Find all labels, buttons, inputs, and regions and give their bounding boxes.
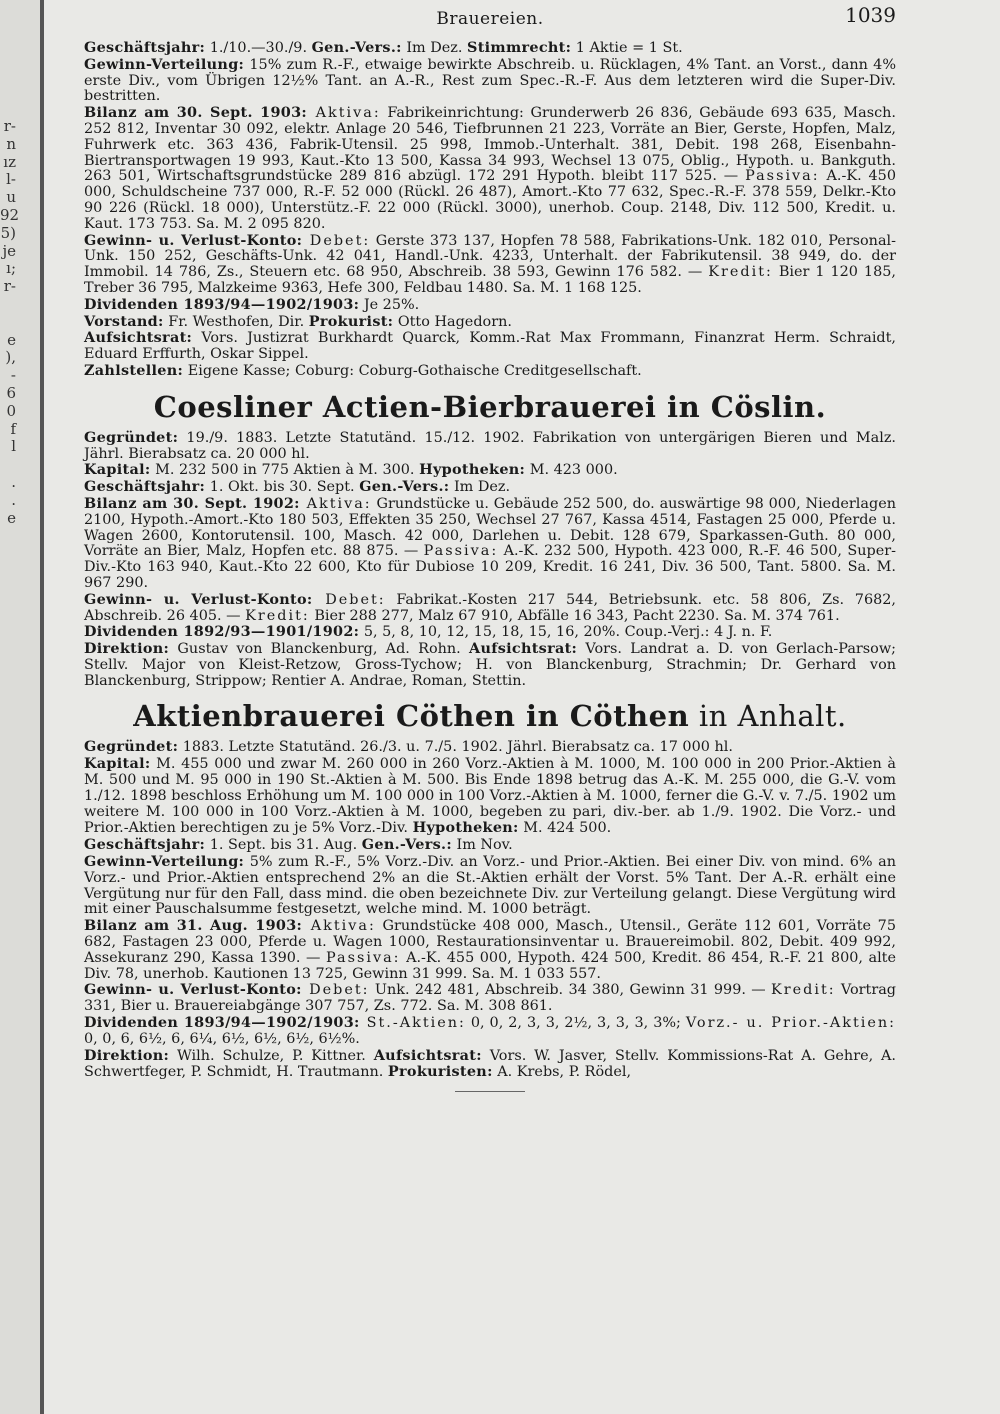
label: Bilanz am 31. Aug. 1903: [84,917,303,935]
margin-fragment: n [6,134,16,153]
running-title: Brauereien. [436,9,544,29]
paragraph-direktion [84,1048,896,1082]
margin-fragment: u [6,188,16,207]
label: Gen.-Vers.: [311,39,402,56]
label: Kapital: [84,755,151,773]
spaced-label: Kredit: [245,607,310,624]
label: Aufsichtsrat: [373,1046,482,1064]
label: Gewinn- u. Verlust-Konto: [84,981,302,999]
margin-fragment: r- [3,277,16,296]
spaced-label: Passiva: [745,168,820,185]
label: Geschäftsjahr: [84,478,206,496]
margin-fragment: e [7,330,16,349]
label: Hypotheken: [412,819,519,837]
spaced-label: Kredit: [771,982,836,999]
margin-fragment: . [11,472,16,491]
label: Hypotheken: [419,461,526,479]
spaced-label: Debet: [312,591,386,608]
label: Prokuristen: [387,1063,493,1081]
text: Grundstücke 408 000, Masch., Utensil., Geräte 112 601, Vorräte 75 682, Fastagen 23 000, Pferde u. Wagen 1000, Restaurationsinventar u. Brauereimobil. 802, Debit. 409 992, Assekuranz 290, Kassa 1390. — [84,918,896,966]
label: Bilanz am 30. Sept. 1902: [84,494,300,512]
company-title-text: Coesliner Actien-Bierbrauerei in Cöslin. [153,389,827,424]
label: Vorstand: [84,312,164,330]
text: 19./9. 1883. Letzte Statutänd. 15./12. 1902. Fabrikation von untergärigen Bieren und Malz. Jährl. Bierabsatz ca. 20 000 hl. [84,429,896,462]
previous-page-edge [0,0,44,1414]
label: Prokurist: [308,312,394,330]
margin-fragment: - [10,366,16,385]
spaced-label: Passiva: [325,949,401,966]
company-title [84,699,896,733]
spaced-label: Debet: [301,982,370,999]
spaced-label: Debet: [302,232,371,249]
text: Vors. Justizrat Burkhardt Quarck, Komm.-Rat Max Frommann, Finanzrat Herm. Schraidt, Eduard Erffurth, Oskar Sippel. [84,330,896,363]
text: Grundstücke u. Gebäude 252 500, do. auswärtige 98 000, Niederlagen 2100, Hypoth.-Amort.-Kto 180 503, Effekten 35 250, Wechsel 27 767, Kassa 4514, Fastagen 25 000, Pferde u. Wagen 2600, Kontorutensil. 100, Masch. 42 000, Darlehen u. Debit. 128 679, Sparkassen-Guth. 80 000, Vorräte an Bier, Malz, Hopfen etc. 88 875. — [84,495,896,560]
spaced-label: Passiva: [423,543,499,560]
label: Gewinn- u. Verlust-Konto: [84,590,313,608]
label: Geschäftsjahr: [84,836,206,854]
margin-fragment [0,296,16,314]
spaced-label: Aktiva: [299,495,372,512]
margin-fragment: ı; [6,259,16,278]
label: Kapital: [84,461,151,479]
text: Vors. Landrat a. D. von Gerlach-Parsow; Stellv. Major von Kleist-Retzow, Gross-Tychow; H. von Blanckenburg, Strachmin; Dr. Gerhard von Blanckenburg, Strippow; Rentier A. Andrae, Roman, Stettin. [84,641,896,689]
text: M. 423 000. [525,462,618,479]
text: 15% zum R.-F., etwaige bewirkte Abschreib. u. Rücklagen, 4% Tant. an Vorst., dann 4% erste Div., vom Übrigen 12½% Tant. an A.-R., Rest zum Spec.-R.-F. Aus dem letzteren wird die Super-Div. bestritten. [84,56,896,105]
spaced-label: St.-Aktien: [359,1015,466,1032]
text: A.-K. 455 000, Hypoth. 424 500, Kredit. 86 454, R.-F. 21 800, alte Div. 78, unerhob. Kautionen 13 725, Gewinn 31 999. Sa. M. 1 033 557. [84,949,896,982]
label: Gen.-Vers.: [361,836,452,854]
margin-fragment: . [11,490,16,509]
text: 0, 0, 6, 6½, 6, 6¼, 6½, 6½, 6½, 6½%. [84,1030,360,1047]
label: Gen.-Vers.: [359,478,450,496]
margin-fragment: 6 [6,383,16,402]
margin-fragment [0,456,16,474]
text: 1883. Letzte Statutänd. 26./3. u. 7./5. 1902. Jährl. Bierabsatz ca. 17 000 hl. [178,739,733,756]
spaced-label: Aktiva: [307,105,381,122]
text: M. 232 500 in 775 Aktien à M. 300. [150,462,420,479]
text: 1./10.—30./9. [205,40,312,56]
label: Dividenden 1893/94—1902/1903: [84,295,360,313]
margin-fragment: je [2,241,16,260]
paragraph-kapital [84,462,896,479]
paragraph-bilanz [84,918,896,982]
margin-fragment: 0 [6,401,16,420]
spaced-label: Aktiva: [302,918,376,935]
label: Aufsichtsrat: [469,640,578,658]
paragraph-gewinn-verlust [84,982,896,1015]
left-margin-fragments [0,117,20,527]
margin-fragment: ), [5,348,16,367]
label: Gegründet: [84,738,179,756]
paragraph-gewinn-verlust [84,592,896,625]
text: 1 Aktie = 1 St. [571,40,683,56]
margin-fragment [0,314,16,332]
margin-fragment: e [7,508,16,527]
text: A.-K. 232 500, Hypoth. 423 000, R.-F. 46 500, Super-Div.-Kto 163 940, Kaut.-Kto 22 600, Kto für Dubiose 10 209, Kredit. 16 241, Div. 36 500, Tant. 5800. Sa. M. 967 290. [84,543,896,591]
label: Bilanz am 30. Sept. 1903: [84,104,308,122]
entry-continued [84,40,896,380]
text: Je 25%. [359,296,420,313]
text: Gustav von Blanckenburg, Ad. Rohn. [169,641,470,658]
label: Geschäftsjahr: [84,39,206,56]
text: Fabrikat.-Kosten 217 544, Betriebsunk. etc. 58 806, Zs. 7682, Abschreib. 26 405. — [84,591,896,624]
paragraph-dividenden [84,1015,896,1048]
text: Fabrikeinrichtung: Grunderwerb 26 836, Gebäude 693 635, Masch. 252 812, Inventar 30 092, elektr. Anlage 20 546, Tiefbrunnen 21 223, Vorräte an Bier, Gerste, Hopfen, Malz, Fuhrwerk etc. 363 436, Fabrik-Utensil. 25 998, Immob.-Unterhalt. 381, Debit. 198 268, Eisenbahn-Biertransportwagen 19 993, Kaut.-Kto 13 500, Kassa 34 993, Wechsel 13 075, Oblig., Hypoth. u. Bankguth. 263 501, Wirtschaftsgrundstücke 289 816 abzügl. 172 291 Hypoth. bleibt 117 525. — [84,105,896,185]
company-title-suffix: in Anhalt. [689,699,847,734]
text: Bier 288 277, Malz 67 910, Abfälle 16 343, Pacht 2230. Sa. M. 374 761. [309,607,840,624]
paragraph-gegruendet [84,430,896,463]
paragraph-direktion [84,641,896,689]
label: Dividenden 1893/94—1902/1903: [84,1014,360,1032]
paragraph-aufsichtsrat [84,330,896,363]
text: A. Krebs, P. Rödel, [492,1064,632,1081]
label: Direktion: [84,640,170,658]
text: M. 424 500. [518,820,612,837]
text: Vortrag 331, Bier u. Brauereiabgänge 307 757, Zs. 772. Sa. M. 308 861. [84,982,896,1015]
label: Gewinn- u. Verlust-Konto: [84,231,303,249]
label: Zahlstellen: [84,361,184,379]
entry-coesliner [84,430,896,690]
text: 1. Okt. bis 30. Sept. [205,479,360,496]
page-number: 1039 [845,3,896,27]
label: Direktion: [84,1046,170,1064]
label: Dividenden 1892/93—1901/1902: [84,623,360,641]
paragraph-kapital [84,756,896,837]
text: Otto Hagedorn. [393,313,512,330]
text: Bier 1 120 185, Treber 36 795, Malzkeime 9363, Hefe 300, Feldbau 1480. Sa. M. 1 168 125. [84,264,896,296]
text: Eigene Kasse; Coburg: Coburg-Gothaische Creditgesellschaft. [183,362,642,379]
margin-fragment: 92 [0,205,20,224]
text: Gerste 373 137, Hopfen 78 588, Fabrikations-Unk. 182 010, Personal-Unk. 150 252, Geschäfts-Unk. 42 041, Handl.-Unk. 4233, Unterhalt. der Fabrikutensil. 38 949, do. der Immobil. 14 786, Zs., Steuern etc. 68 950, Abschreib. 38 593, Gewinn 176 582. — [84,232,896,281]
margin-fragment: l- [6,170,16,189]
text: 5, 5, 8, 10, 12, 15, 18, 15, 16, 20%. Coup.-Verj.: 4 J. n. F. [359,624,773,641]
text: Im Dez. [449,479,511,496]
company-title [84,390,896,424]
page-edge-line [40,0,44,1414]
text: Fr. Westhofen, Dir. [163,313,309,330]
text: Vors. W. Jasver, Stellv. Kommissions-Rat A. Gehre, A. Schwertfeger, P. Schmidt, H. Trautmann. [84,1047,896,1081]
spaced-label: Kredit: [708,264,773,281]
spaced-label: Vorz.- u. Prior.-Aktien: [685,1015,896,1032]
paragraph-geschaeftsjahr [84,837,896,854]
margin-fragment: ız [3,152,16,171]
text: 1. Sept. bis 31. Aug. [205,837,362,854]
text: 0, 0, 2, 3, 3, 2½, 3, 3, 3, 3%; [465,1015,686,1032]
label: Stimmrecht: [467,39,572,56]
label: Gewinn-Verteilung: [84,853,245,871]
entry-coethen [84,739,896,1081]
margin-fragment: f [10,419,16,438]
paragraph-dividenden [84,297,896,314]
label: Gewinn-Verteilung: [84,55,245,73]
margin-fragment: l [11,437,16,456]
text: M. 455 000 und zwar M. 260 000 in 260 Vorz.-Aktien à M. 1000, M. 100 000 in 200 Prior.-Aktien à M. 500 und M. 95 000 in 190 St.-Aktien à M. 500. Bis Ende 1898 betrug das A.-K. M. 255 000, die G.-V. vom 1./12. 1898 beschloss Erhöhung um M. 100 000 in 100 Vorz.-Aktien à M. 1000, ferner die G.-V. v. 7./5. 1902 um weitere M. 100 000 in 100 Vorz.-Aktien à M. 1000, begeben zu pari, div.-ber. ab 1./9. 1902. Die Vorz.- und Prior.-Aktien berechtigen zu je 5% Vorz.-Div. [84,756,896,837]
paragraph-zahlstellen [84,363,896,380]
paragraph-dividenden [84,624,896,641]
paragraph-gewinn-verlust [84,233,896,297]
text: Wilh. Schulze, P. Kittner. [169,1047,374,1064]
label: Gegründet: [84,428,179,446]
page [84,3,896,1092]
text: Im Dez. [401,40,468,56]
text: 5% zum R.-F., 5% Vorz.-Div. an Vorz.- und Prior.-Aktien. Bei einer Div. von mind. 6% an Vorz.- und Prior.-Aktien entsprechend 2% an die St.-Aktien erhält der Vorst. 5% Tant. Der A.-R. erhält eine Vergütung nur für den Fall, dass mind. die oben bezeichnete Div. zur Verteilung gelangt. Diese Vergütung wird mit einer Pauschalsumme festgesetzt, welche mind. M. 1000 beträgt. [84,854,896,918]
paragraph-geschaeftsjahr [84,479,896,496]
paragraph-vorstand [84,314,896,331]
paragraph-bilanz [84,105,896,232]
paragraph-gewinn-verteilung [84,57,896,105]
text: Unk. 242 481, Abschreib. 34 380, Gewinn 31 999. — [369,982,771,999]
text: Im Nov. [451,837,513,854]
page-header [84,3,896,40]
text: A.-K. 450 000, Schuldscheine 737 000, R.-F. 52 000 (Rückl. 26 487), Amort.-Kto 77 632, Spec.-R.-F. 378 559, Delkr.-Kto 90 226 (Rückl. 18 000), Unterstütz.-F. 22 000 (Rückl. 3000), unerhob. Coup. 2148, Div. 112 500, Kredit. u. Kaut. 173 753. Sa. M. 2 095 820. [84,168,896,232]
paragraph-gewinn-verteilung [84,854,896,918]
paragraph-geschaeftsjahr [84,40,896,57]
margin-fragment: r- [3,117,16,135]
margin-fragment: 5) [0,223,16,242]
paragraph-gegruendet [84,739,896,756]
bottom-rule [455,1091,525,1092]
label: Aufsichtsrat: [84,329,193,347]
company-title-text: Aktienbrauerei Cöthen in Cöthen [133,699,690,734]
paragraph-bilanz [84,496,896,592]
